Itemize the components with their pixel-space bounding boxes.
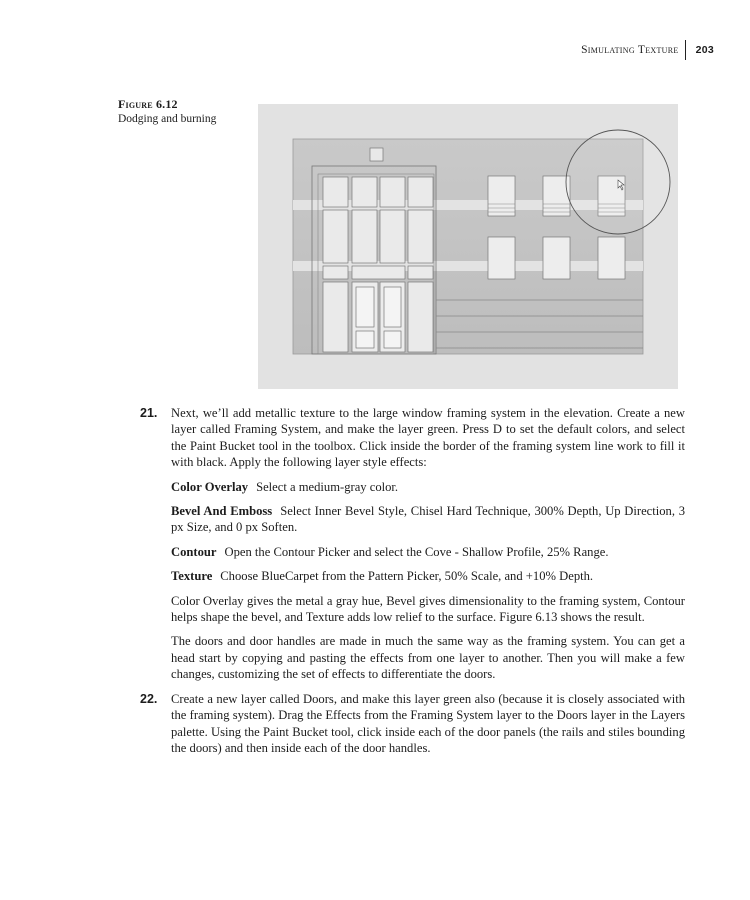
paragraph-summary: Color Overlay gives the metal a gray hue, Bevel gives dimensionality to the framing system, Contour helps shape the bevel, and Texture adds low relief to the surface. Figure 6.13 shows the result. [171, 593, 685, 625]
middle-windows [488, 237, 625, 279]
effect-desc: Select Inner Bevel Style, Chisel Hard Technique, 300% Depth, Up Direction, 3 px Size, and 0 px Soften. [171, 504, 686, 535]
effect-term: Contour [171, 544, 217, 559]
effect-contour [171, 544, 685, 560]
step-number: 22. [140, 691, 158, 706]
page-body [140, 405, 685, 764]
effect-term: Bevel And Emboss [171, 504, 273, 519]
small-vent-window [370, 148, 383, 161]
step-22 [140, 691, 685, 757]
step-text: Create a new layer called Doors, and make this layer green also (because it is closely associated with the framing system). Drag the Effects from the Framing System layer to the Doors layer in the Layers palette. Using the Paint Bucket tool, click inside each of the door panels (the rails and stiles bounding the doors) and then inside each of the door handles. [171, 691, 685, 755]
running-head [581, 40, 714, 60]
effect-desc: Open the Contour Picker and select the Cove - Shallow Profile, 25% Range. [224, 544, 609, 559]
effect-term: Texture [171, 569, 213, 584]
step-text: Next, we’ll add metallic texture to the large window framing system in the elevation. Create a new layer called Framing System, and make the layer green. Press D to set the default colors, and select the Paint Bucket tool in the toolbox. Click inside the border of the framing system line work to fill it with black. Apply the following layer style effects: [171, 406, 685, 470]
building-elevation-illustration [258, 104, 678, 389]
effect-bevel-emboss [171, 503, 685, 536]
figure-label: Figure 6.12 [118, 97, 178, 111]
step-number: 21. [140, 406, 158, 420]
running-head-section: Simulating Texture [581, 44, 679, 56]
figure-image-elevation [258, 104, 678, 389]
figure-caption [118, 97, 248, 125]
effect-term: Color Overlay [171, 479, 249, 494]
effect-texture [171, 568, 685, 584]
figure-title: Dodging and burning [118, 113, 217, 125]
page-number: 203 [695, 44, 714, 56]
paragraph-doors-intro: The doors and door handles are made in much the same way as the framing system. You can get a head start by copying and pasting the effects from one layer to another. Then you will make a few changes, customizing the set of effects to differentiate the doors. [171, 634, 685, 682]
effect-desc: Select a medium-gray color. [256, 479, 399, 494]
effect-desc: Choose BlueCarpet from the Pattern Picker, 50% Scale, and +10% Depth. [220, 569, 594, 584]
effect-color-overlay [171, 479, 685, 495]
step-21 [140, 405, 685, 471]
